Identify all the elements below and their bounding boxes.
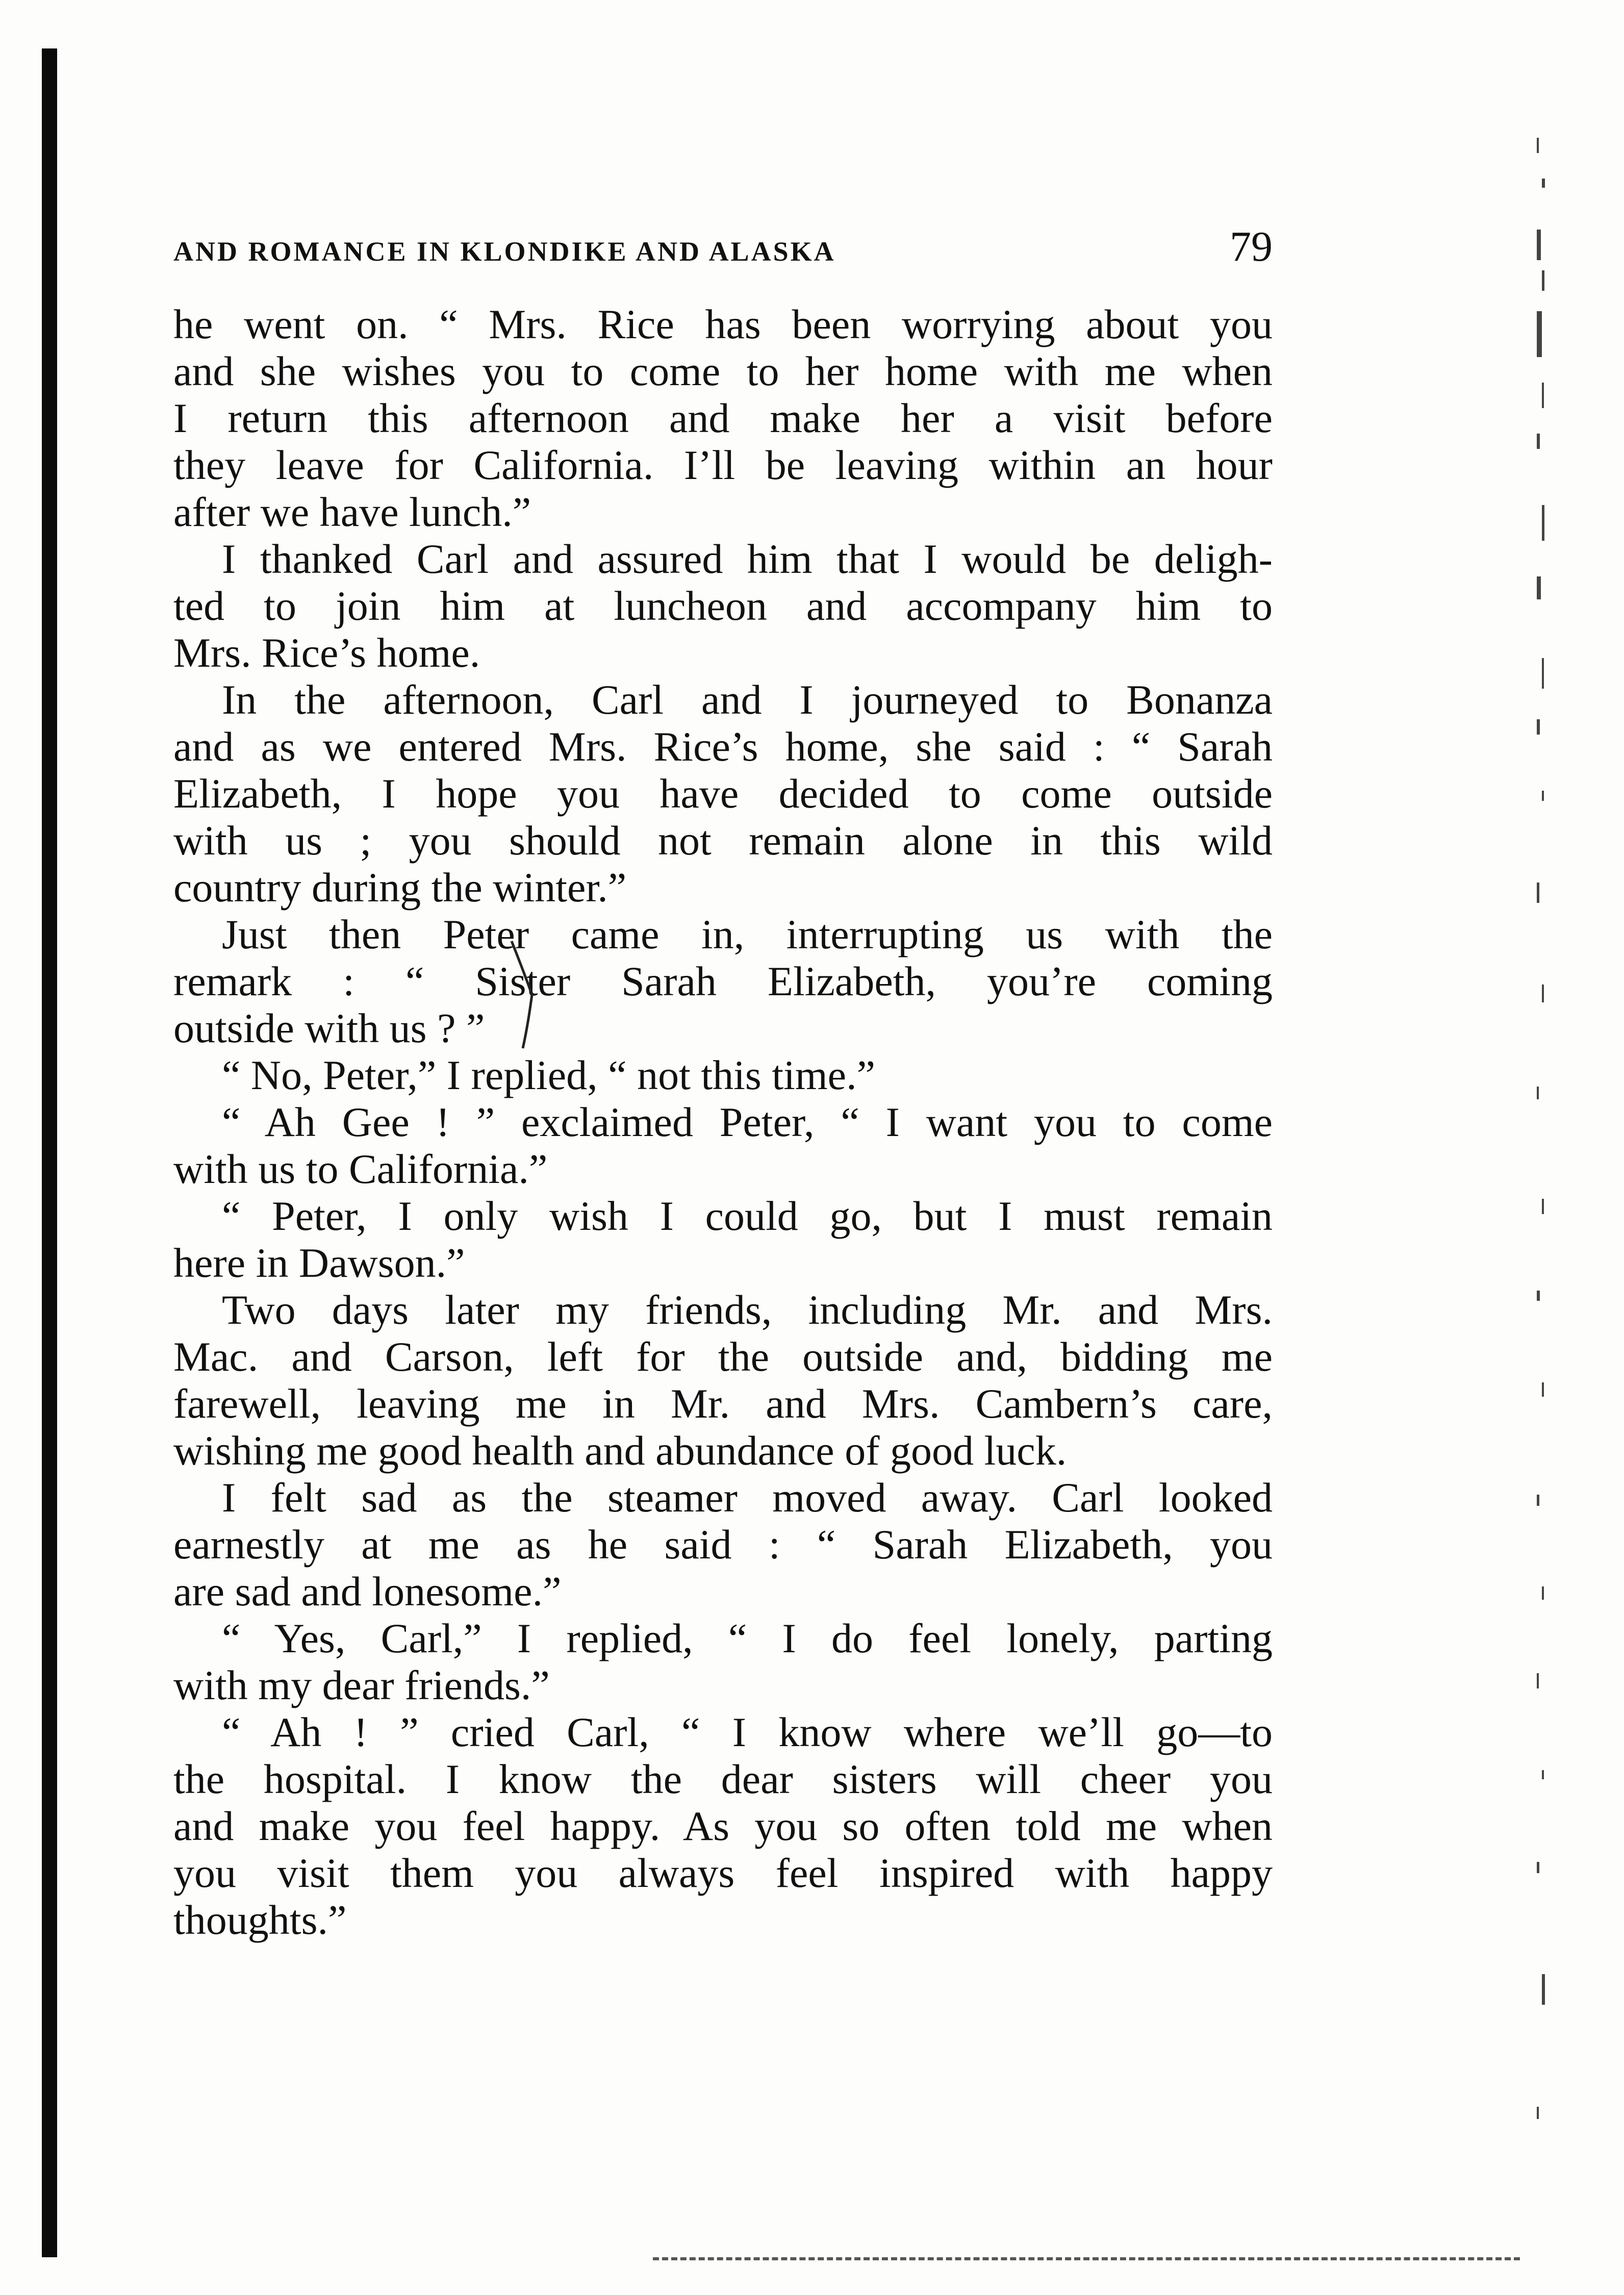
text-line: Mrs. Rice’s home.: [173, 629, 480, 676]
right-margin-scan-marks: [1533, 117, 1563, 2209]
scan-mark: [1537, 311, 1542, 357]
scan-mark: [1542, 1586, 1544, 1600]
scan-mark: [1537, 434, 1540, 449]
scan-mark: [1542, 985, 1544, 1002]
scan-mark: [1542, 505, 1544, 541]
text-line: “ Ah Gee ! ” exclaimed Peter, “ I want you to come: [222, 1099, 1273, 1145]
text-line: with us to California.”: [173, 1146, 548, 1192]
scan-mark: [1542, 1382, 1544, 1397]
scan-mark: [1537, 2107, 1539, 2119]
scan-mark: [1537, 719, 1540, 735]
text-line: after we have lunch.”: [173, 489, 531, 535]
text-line: “ Yes, Carl,” I replied, “ I do feel lonely, parting: [222, 1615, 1273, 1661]
text-line: “ No, Peter,” I replied, “ not this time.”: [222, 1052, 875, 1098]
text-line: Just then Peter came in, interrupting us with the: [222, 911, 1273, 957]
scan-mark: [1542, 658, 1544, 689]
text-line: you visit them you always feel inspired with happy: [173, 1850, 1273, 1896]
scan-mark: [1537, 1495, 1539, 1506]
text-line: “ Ah ! ” cried Carl, “ I know where we’ll go—to: [222, 1709, 1273, 1755]
text-line: here in Dawson.”: [173, 1240, 465, 1286]
scan-mark: [1537, 138, 1539, 153]
text-line: the hospital. I know the dear sisters will cheer you: [173, 1756, 1273, 1802]
text-line: and make you feel happy. As you so often told me when: [173, 1803, 1273, 1849]
text-line: with us ; you should not remain alone in this wild: [173, 817, 1273, 864]
running-head: [173, 222, 1273, 278]
scan-mark: [1537, 576, 1541, 599]
text-line: wishing me good health and abundance of good luck.: [173, 1427, 1067, 1474]
scan-mark: [1542, 1770, 1544, 1779]
text-line: he went on. “ Mrs. Rice has been worrying about you: [173, 301, 1273, 347]
running-title: AND ROMANCE IN KLONDIKE AND ALASKA: [173, 236, 836, 267]
text-line: In the afternoon, Carl and I journeyed to Bonanza: [222, 676, 1273, 723]
text-line: country during the winter.”: [173, 864, 627, 911]
text-line: Two days later my friends, including Mr. and Mrs.: [222, 1287, 1273, 1333]
scan-mark: [1542, 1974, 1545, 2005]
pencil-mark: [508, 939, 538, 1051]
text-line: earnestly at me as he said : “ Sarah Elizabeth, you: [173, 1521, 1273, 1568]
text-line: with my dear friends.”: [173, 1662, 550, 1708]
scan-mark: [1542, 383, 1544, 408]
body-text: [173, 301, 1273, 1944]
scan-mark: [1537, 1862, 1539, 1873]
text-line: I return this afternoon and make her a visit before: [173, 395, 1273, 441]
scan-mark: [1537, 882, 1539, 903]
text-line: are sad and lonesome.”: [173, 1568, 562, 1615]
page-number: 79: [1230, 223, 1273, 270]
text-line: Mac. and Carson, left for the outside and, bidding me: [173, 1333, 1273, 1380]
text-line: and she wishes you to come to her home with me when: [173, 348, 1273, 394]
text-line: Elizabeth, I hope you have decided to come outside: [173, 770, 1273, 817]
bottom-scan-dashes: [653, 2257, 1520, 2266]
text-line: I thanked Carl and assured him that I would be deligh-: [222, 536, 1273, 582]
scan-mark: [1542, 270, 1544, 291]
text-line: ted to join him at luncheon and accompany him to: [173, 583, 1273, 629]
text-line: I felt sad as the steamer moved away. Carl looked: [222, 1474, 1273, 1521]
binding-shadow: [42, 48, 57, 2257]
text-line: thoughts.”: [173, 1897, 347, 1943]
scan-mark: [1537, 1291, 1540, 1301]
scan-mark: [1542, 179, 1545, 188]
text-line: and as we entered Mrs. Rice’s home, she said : “ Sarah: [173, 723, 1273, 770]
scan-mark: [1537, 230, 1541, 260]
scan-mark: [1542, 1199, 1544, 1214]
text-line: outside with us ? ”: [173, 1005, 485, 1051]
text-line: “ Peter, I only wish I could go, but I must remain: [222, 1193, 1273, 1239]
scan-mark: [1537, 1673, 1539, 1688]
text-line: farewell, leaving me in Mr. and Mrs. Cambern’s care,: [173, 1380, 1273, 1427]
text-line: remark : “ Sister Sarah Elizabeth, you’re coming: [173, 958, 1273, 1004]
scan-mark: [1537, 1087, 1539, 1099]
text-line: they leave for California. I’ll be leaving within an hour: [173, 442, 1273, 488]
scan-mark: [1542, 791, 1544, 801]
